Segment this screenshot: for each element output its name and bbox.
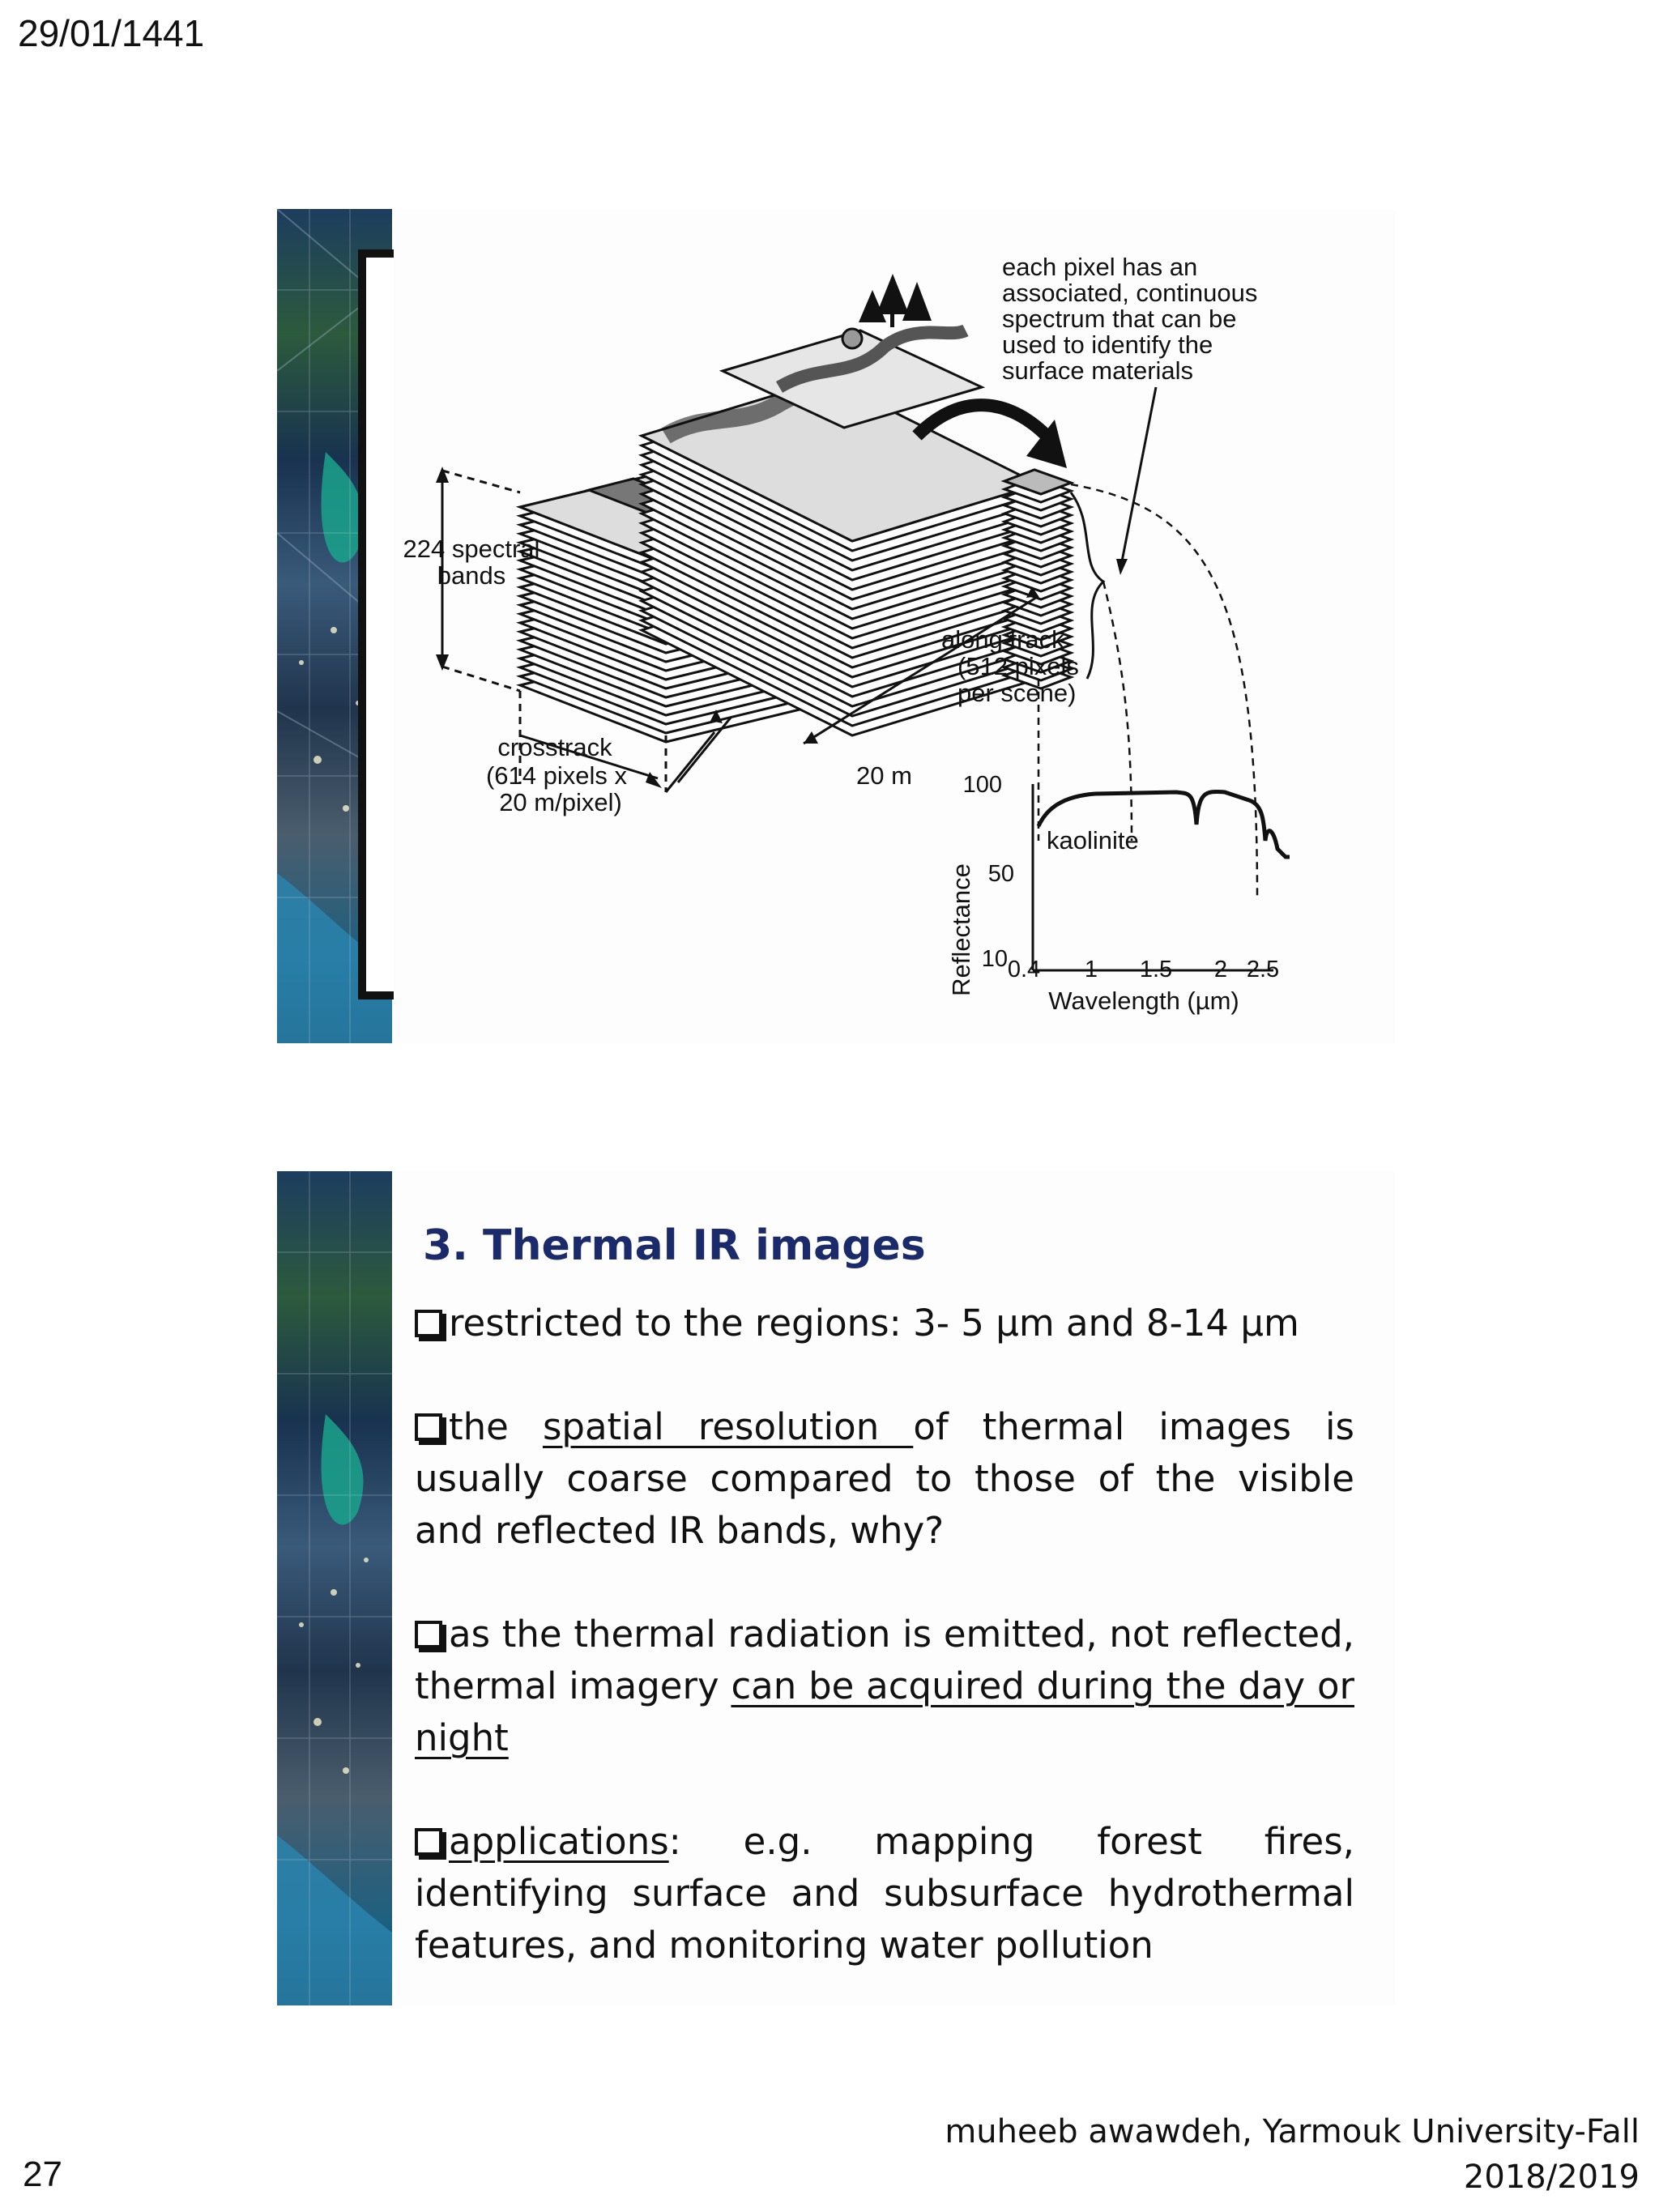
crosstrack-line: 20 m/pixel) — [499, 788, 622, 816]
bullet-applications — [415, 1816, 1354, 1971]
underlined-term: spatial resolution — [542, 1405, 914, 1448]
y-tick: 50 — [987, 861, 1014, 887]
reflectance-plot — [947, 772, 1290, 1015]
along-track-line: along track — [941, 625, 1064, 654]
x-tick: 0.4 — [1007, 957, 1041, 982]
checkbox-bullet-icon — [415, 1413, 442, 1441]
note-line: each pixel has an — [1002, 253, 1198, 281]
y-tick: 10 — [981, 946, 1008, 972]
x-tick: 2 — [1213, 957, 1228, 982]
section-title: 3. Thermal IR images — [423, 1221, 926, 1270]
x-tick: 2.5 — [1246, 957, 1280, 982]
x-axis-label: Wavelength (µm) — [1048, 987, 1239, 1015]
crosstrack-line: crosstrack — [497, 733, 612, 761]
bracket-frame — [358, 249, 394, 999]
x-tick: 1.5 — [1139, 957, 1173, 982]
pixel-size-label: 20 m — [856, 761, 912, 790]
checkbox-bullet-icon — [415, 1828, 442, 1856]
slide-content — [415, 1221, 1354, 2023]
note-line: associated, continuous — [1002, 279, 1258, 307]
note-line: surface materials — [1002, 356, 1194, 385]
underlined-term: applications — [449, 1820, 669, 1863]
slide-thermal-ir — [277, 1171, 1395, 2005]
crosstrack-line: (614 pixels x — [485, 761, 628, 790]
bullet-text: the — [449, 1405, 543, 1448]
bullet-text: : e.g. mapping forest fires, identifying surface and subsurface hydrothermal features, and monitoring water pollution — [415, 1820, 1354, 1967]
checkbox-bullet-icon — [415, 1310, 442, 1337]
checkbox-bullet-icon — [415, 1621, 442, 1648]
author-line: muheeb awawdeh, Yarmouk University-Fall — [945, 2113, 1640, 2150]
y-tick: 100 — [962, 772, 1002, 798]
bands-label — [403, 535, 540, 590]
bullet-text: as the thermal radiation is emitted, not reflected, thermal imagery — [415, 1613, 1354, 1707]
bands-label-line: 224 spectral — [403, 535, 540, 563]
along-track-line: per scene) — [957, 679, 1077, 707]
y-axis-label: Reflectance — [947, 863, 975, 996]
spectrum-label: kaolinite — [1047, 826, 1139, 855]
bullet-text: of thermal images is usually coarse compared to those of the visible and reflected IR bands, why? — [415, 1405, 1354, 1552]
hyperspectral-cube-figure — [399, 225, 1395, 1035]
underlined-term: can be acquired during the day or night — [415, 1664, 1354, 1759]
page-date: 29/01/1441 — [18, 12, 205, 54]
along-track-line: (512 pixels — [957, 652, 1079, 680]
bullet-spatial-resolution — [415, 1401, 1354, 1557]
crosstrack-label — [486, 733, 628, 816]
curved-arrow-icon — [917, 405, 1047, 436]
footer-author — [911, 2109, 1640, 2200]
along-track-label — [941, 625, 1079, 707]
bullet-regions — [415, 1298, 1354, 1349]
note-line: spectrum that can be — [1002, 305, 1237, 333]
note-line: used to identify the — [1002, 330, 1213, 359]
pixel-spectrum-note — [1002, 253, 1257, 385]
page-number: 27 — [23, 2154, 62, 2194]
bullet-text: restricted to the regions: 3- 5 µm and 8-14 µm — [449, 1302, 1299, 1345]
author-line: 2018/2019 — [1463, 2159, 1640, 2196]
bullet-day-night — [415, 1609, 1354, 1764]
satellite-image-strip — [277, 1171, 392, 2005]
x-tick: 1 — [1084, 957, 1098, 982]
bands-label-line: bands — [437, 561, 506, 590]
slide-hyperspectral — [277, 209, 1395, 1043]
